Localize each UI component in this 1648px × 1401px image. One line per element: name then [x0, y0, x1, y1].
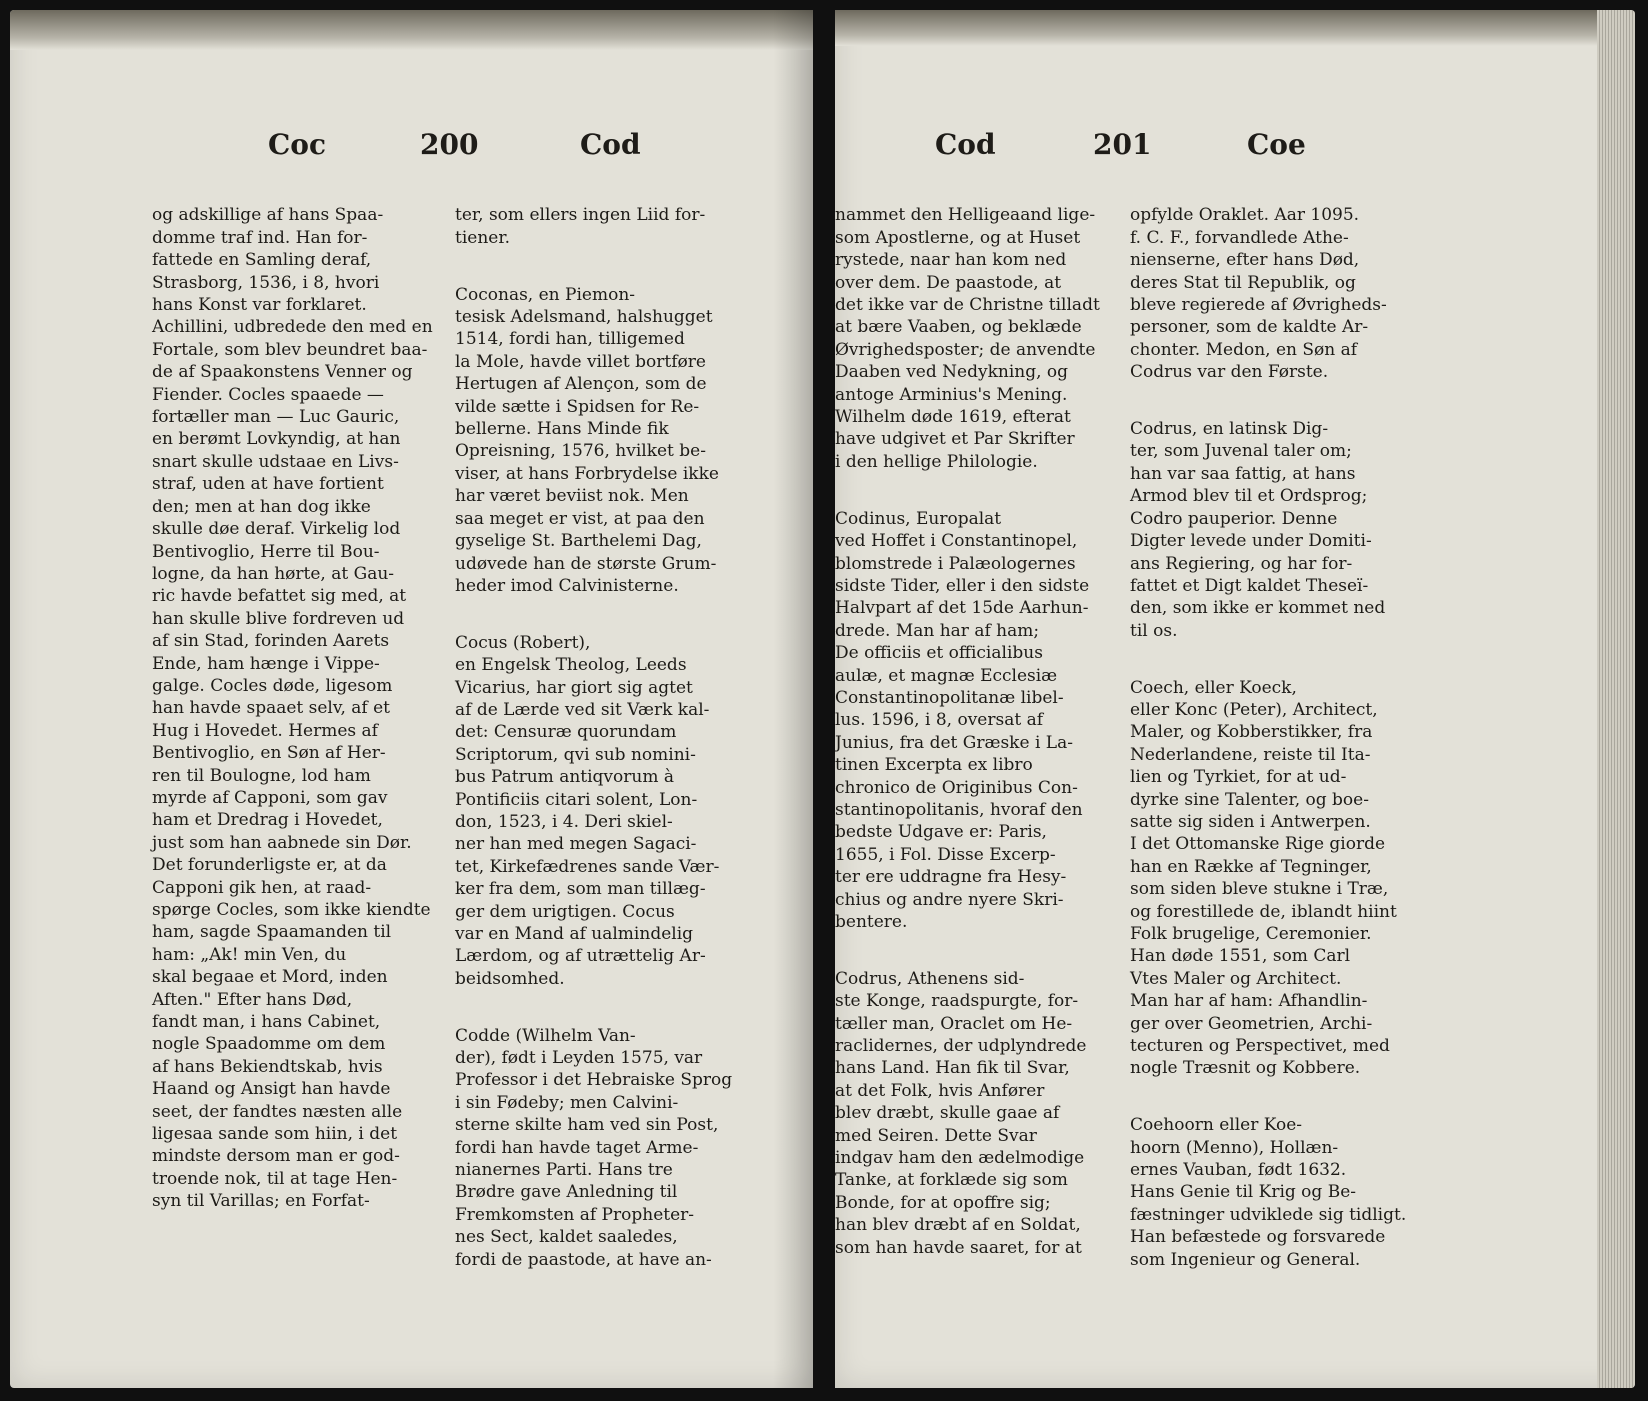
entry-cocus: Cocus (Robert), en Engelsk Theolog, Leeds Vicarius, har giort sig agtet af de Lærde ved sit Værk kal- det: Censuræ quorundam Scriptorum, qvi sub nomini- bus Patrum antiqvorum à Pontificiis citari solent, Lon- don, 1523, i 4. Deri skiel- ner han med megen Sagaci- tet, Kirkefædrenes sande Vær- ker fra dem, som man tillæg- ger dem urigtigen. Cocus var en Mand af ualmindelig Lærdom, og af utrættelig Ar- beidsomhed.: [455, 632, 720, 989]
right-page-header: [835, 128, 1635, 168]
left-column-1: [152, 182, 437, 1247]
entry-coehoorn: Coehoorn eller Koe- hoorn (Menno), Hollæn- ernes Vauban, født 1632. Hans Genie til Krig og Be- fæstninger udviklede sig tidligt. Han befæstede og forsvarede som Ingenieur og General.: [1130, 1115, 1407, 1270]
right-guide-word-2: Coe: [1247, 128, 1306, 161]
entry-coconas: Coconas, en Piemon- tesisk Adelsmand, halshugget 1514, fordi han, tilligemed la Mole, havde villet bortføre Hertugen af Alençon, som de vilde sætte i Spidsen for Re- bellerne. Hans Minde fik Opreisning, 1576, hvilket be- viser, at hans Forbrydelse ikke har været beviist nok. Men saa meget er vist, at paa den gyselige St. Barthelemi Dag, udøvede han de største Grum- heder imod Calvinisterne.: [455, 284, 719, 596]
entry-codrus-poet: Codrus, en latinsk Dig- ter, som Juvenal taler om; han var saa fattig, at hans Armod blev til et Ordsprog; Codro pauperior. Denne Digter levede under Domiti- ans Regiering, og har for- fattet et Digt kaldet Theseï- den, som ikke er kommet ned til os.: [1130, 419, 1386, 641]
left-page-number: 200: [420, 128, 479, 161]
right-page: [835, 10, 1635, 1388]
entry-codinus: Codinus, Europalat ved Hoffet i Constantinopel, blomstrede i Palæologernes sidste Tider, eller i den sidste Halvpart af det 15de Aarhun- drede. Man har af ham; De officiis et officialibus aulæ, et magnæ Ecclesiæ Constantinopolitanæ libel- lus. 1596, i 8, oversat af Junius, fra det Græske i La- tinen Excerpta ex libro chronico de Originibus Con- stantinopolitanis, hvoraf den bedste Udgave er: Paris, 1655, i Fol. Disse Excerp- ter ere uddragne fra Hesy- chius og andre nyere Skri- bentere.: [835, 508, 1090, 932]
left-column-2: [455, 182, 740, 1306]
left-page: [10, 10, 813, 1388]
page-edges: [1597, 10, 1635, 1388]
paragraph: opfylde Oraklet. Aar 1095. f. C. F., forvandlede Athe- nienserne, efter hans Død, deres Stat til Republik, og bleve regierede af Øvrigheds- personer, som de kaldte Ar- chonter. Medon, en Søn af Codrus var den Første.: [1130, 205, 1387, 383]
left-page-header: [10, 128, 813, 168]
entry-codde: Codde (Wilhelm Van- der), født i Leyden 1575, var Professor i det Hebraiske Sprog i sin Fødeby; men Calvini- sterne skilte ham ved sin Post, fordi han havde taget Arme- nianernes Parti. Hans tre Brødre gave Anledning til Fremkomsten af Propheter- nes Sect, kaldet saaledes, fordi de paastode, at have an-: [455, 1025, 733, 1270]
entry-codrus-athens: Codrus, Athenens sid- ste Konge, raadspurgte, for- tæller man, Oraclet om He- raclidernes, der udplyndrede hans Land. Han fik til Svar, at det Folk, hvis Anfører blev dræbt, skulle gaae af med Seiren. Dette Svar indgav ham den ædelmodige Tanke, at forklæde sig som Bonde, for at opoffre sig; han blev dræbt af en Soldat, som han havde saaret, for at: [835, 968, 1087, 1258]
right-column-2: [1130, 182, 1408, 1306]
paragraph: og adskillige af hans Spaa- domme traf ind. Han for- fattede en Samling deraf, Strasborg, 1536, i 8, hvori hans Konst var forklaret. Achillini, udbredede den med en Fortale, som blev beundret baa- de af Spaakonstens Venner og Fiender. Cocles spaaede — fortæller man — Luc Gauric, en berømt Lovkyndig, at han snart skulle udstaae en Livs- straf, uden at have fortient den; men at han dog ikke skulle døe deraf. Virkelig lod Bentivoglio, Herre til Bou- logne, da han hørte, at Gau- ric havde befattet sig med, at han skulle blive fordreven ud af sin Stad, forinden Aarets Ende, ham hænge i Vippe- galge. Cocles døde, ligesom han havde spaaet selv, af et Hug i Hovedet. Hermes af Bentivoglio, en Søn af Her- ren til Boulogne, lod ham myrde af Capponi, som gav ham et Dredrag i Hovedet, just som han aabnede sin Dør. Det forunderligste er, at da Capponi gik hen, at raad- spørge Cocles, som ikke kiendte ham, sagde Spaamanden til ham: „Ak! min Ven, du skal begaae et Mord, inden Aften." Efter hans Død, fandt man, i hans Cabinet, nogle Spaadomme om dem af hans Bekiendtskab, hvis Haand og Ansigt han havde seet, der fandtes næsten alle ligesaa sande som hiin, i det mindste dersom man er god- troende nok, til at tage Hen- syn til Varillas; en Forfat-: [152, 205, 433, 1212]
right-column-1: [835, 182, 1113, 1294]
paragraph: ter, som ellers ingen Liid for- tiener.: [455, 205, 706, 248]
left-guide-word: Coc: [268, 128, 327, 161]
right-guide-word: Cod: [935, 128, 996, 161]
right-page-number: 201: [1093, 128, 1152, 161]
left-guide-word-2: Cod: [580, 128, 641, 161]
entry-coech: Coech, eller Koeck, eller Konc (Peter), Architect, Maler, og Kobberstikker, fra Nederlandene, reiste til Ita- lien og Tyrkiet, for at ud- dyrke sine Talenter, og boe- satte sig siden i Antwerpen. I det Ottomanske Rige giorde han en Række af Tegninger, som siden bleve stukne i Træ, og forestillede de, iblandt hiint Folk brugelige, Ceremonier. Han døde 1551, som Carl Vtes Maler og Architect. Man har af ham: Afhandlin- ger over Geometrien, Archi- tecturen og Perspectivet, med nogle Træsnit og Kobbere.: [1130, 677, 1397, 1079]
paragraph: nammet den Helligeaand lige- som Apostlerne, og at Huset rystede, naar han kom ned over dem. De paastode, at det ikke var de Christne tilladt at bære Vaaben, og beklæde Øvrighedsposter; de anvendte Daaben ved Nedykning, og antoge Arminius's Mening. Wilhelm døde 1619, efterat have udgivet et Par Skrifter i den hellige Philologie.: [835, 205, 1100, 472]
